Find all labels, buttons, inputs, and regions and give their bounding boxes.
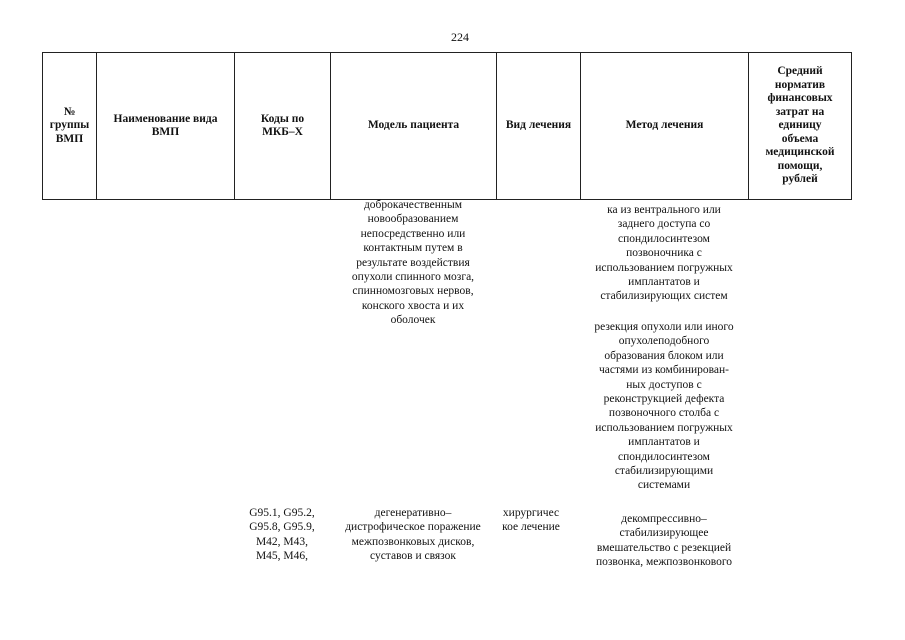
header-label: Вид лечения <box>505 119 572 132</box>
header-group-number <box>43 53 97 200</box>
patient-model-continued: доброкачественным новообразованием непосредственно или контактным путем в результате воздействия опухоли спинного мозга, спинномозговых нервов, конского хвоста и их оболочек <box>351 199 475 327</box>
header-treatment-type <box>497 53 581 200</box>
header-label: № группы ВМП <box>49 105 90 145</box>
table-header-row <box>43 53 852 200</box>
header-treatment-method <box>581 53 749 200</box>
header-label: Средний норматив финансовых затрат на единицу объема медицинской помощи, рублей <box>765 65 835 185</box>
treatment-type-surgical: хирургичес кое лечение <box>502 507 560 534</box>
header-average-cost <box>749 53 852 200</box>
table-header <box>42 52 852 200</box>
page-number: 224 <box>451 30 469 44</box>
header-label: Наименование вида ВМП <box>113 112 218 138</box>
header-vmp-name <box>97 53 235 200</box>
treatment-method-resection: резекция опухоли или иного опухолеподобного образования блоком или частями из комбинирован- ных доступов с реконструкцией дефекта позвоночного столба с использованием погружных имплантатов и спондилосинтезом стабилизирующими системами <box>594 321 734 492</box>
treatment-method-decompressive: декомпрессивно– стабилизирующее вмешательство с резекцией позвонка, межпозвонкового <box>595 513 733 569</box>
header-label: Модель пациента <box>367 119 460 132</box>
header-patient-model <box>331 53 497 200</box>
patient-model-degenerative: дегенеративно– дистрофическое поражение межпозвонковых дисков, суставов и связок <box>345 507 481 563</box>
header-label: Коды по МКБ–Х <box>260 112 305 138</box>
treatment-method-continued: ка из вентрального или заднего доступа со спондилосинтезом позвоночника с использованием погружных имплантатов и стабилизирующих систем <box>595 204 733 303</box>
icd-codes-degenerative: G95.1, G95.2, G95.8, G95.9, M42, M43, M45, M46, <box>249 507 315 563</box>
header-icd-codes <box>235 53 331 200</box>
header-label: Метод лечения <box>625 119 704 132</box>
